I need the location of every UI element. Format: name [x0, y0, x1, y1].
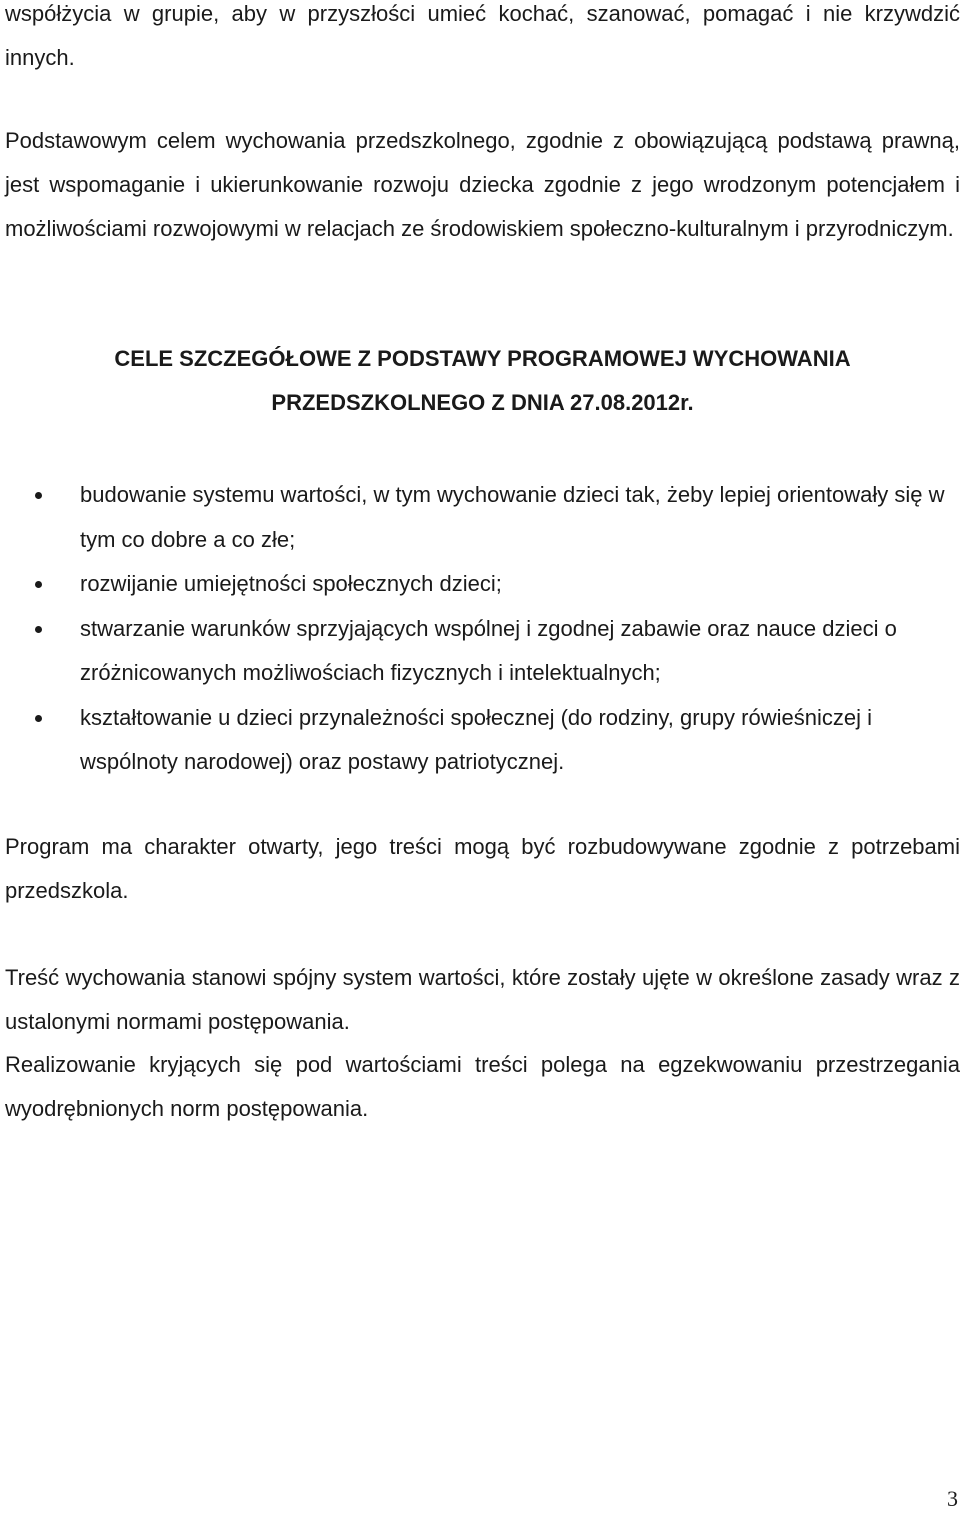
paragraph-main-goal: Podstawowym celem wychowania przedszkolnego, zgodnie z obowiązującą podstawą prawną, jest wspomaganie i ukierunkowanie rozwoju dziecka zgodnie z jego wrodzonym potencjałem i możliwościami rozwojowymi w relacjach ze środowiskiem społeczno-kulturalnym i przyrodniczym.	[5, 128, 960, 241]
list-item-text: rozwijanie umiejętności społecznych dzieci;	[80, 571, 502, 596]
list-item-text: kształtowanie u dzieci przynależności społecznej (do rodziny, grupy rówieśniczej i wspólnoty narodowej) oraz postawy patriotycznej.	[80, 704, 872, 774]
paragraph-norms-enforcement: Realizowanie kryjących się pod wartościami treści polega na egzekwowaniu przestrzegania wyodrębnionych norm postępowania.	[5, 1052, 960, 1121]
bullet-icon	[35, 492, 42, 499]
bullet-icon	[35, 715, 42, 722]
bullet-icon	[35, 626, 42, 633]
list-item	[5, 473, 960, 562]
list-item	[5, 696, 960, 785]
bullet-icon	[35, 581, 42, 588]
list-item	[5, 562, 960, 607]
list-item-text: budowanie systemu wartości, w tym wychowanie dzieci tak, żeby lepiej orientowały się w tym co dobre a co złe;	[80, 482, 945, 552]
paragraph-values-system: Treść wychowania stanowi spójny system wartości, które zostały ujęte w określone zasady wraz z ustalonymi normami postępowania.	[5, 965, 960, 1034]
paragraph-intro-continuation: współżycia w grupie, aby w przyszłości umieć kochać, szanować, pomagać i nie krzywdzić innych.	[5, 1, 960, 70]
goals-list	[5, 473, 960, 785]
page-number: 3	[947, 1486, 958, 1511]
section-heading-line-2: PRZEDSZKOLNEGO Z DNIA 27.08.2012r.	[271, 390, 694, 415]
paragraph-program-open: Program ma charakter otwarty, jego treści mogą być rozbudowywane zgodnie z potrzebami przedszkola.	[5, 834, 960, 903]
section-heading	[5, 337, 960, 425]
section-heading-line-1: CELE SZCZEGÓŁOWE Z PODSTAWY PROGRAMOWEJ WYCHOWANIA	[114, 346, 851, 371]
list-item-text: stwarzanie warunków sprzyjających wspólnej i zgodnej zabawie oraz nauce dzieci o zróżnicowanych możliwościach fizycznych i intelektualnych;	[80, 615, 897, 685]
list-item	[5, 607, 960, 696]
